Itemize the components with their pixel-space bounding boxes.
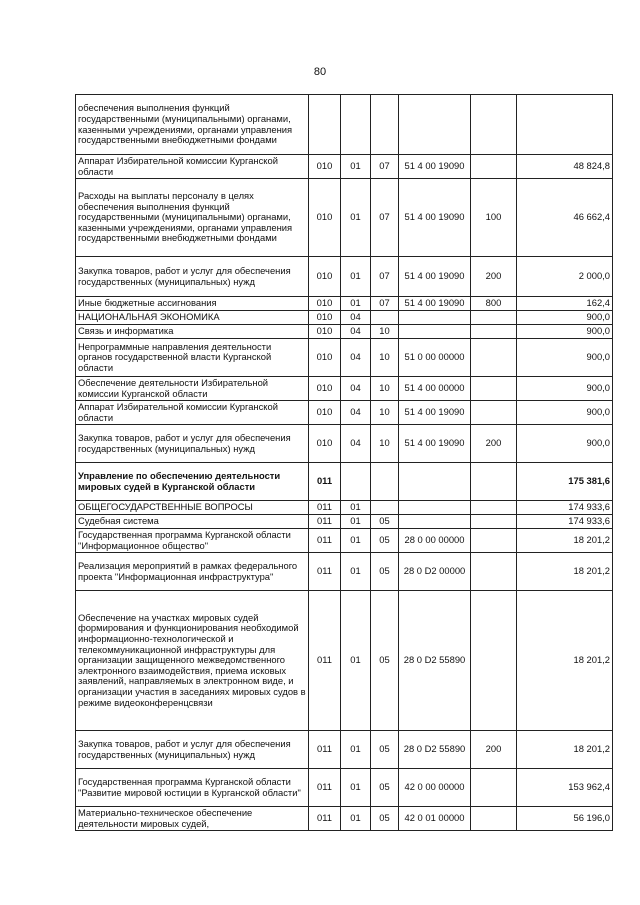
row-expense-type-code: 200 [471, 425, 517, 463]
row-ved-code: 011 [309, 501, 341, 515]
row-subsection-code [371, 501, 399, 515]
row-name: НАЦИОНАЛЬНАЯ ЭКОНОМИКА [76, 311, 309, 325]
row-name: Расходы на выплаты персоналу в целях обеспечения выполнения функций государственными (муниципальными) органами, казенными учреждениями, органами управления государственными внебюджетными фондами [76, 179, 309, 257]
page-number: 80 [313, 66, 327, 78]
row-expense-type-code [471, 515, 517, 529]
row-expense-type-code: 800 [471, 297, 517, 311]
row-name: Обеспечение на участках мировых судей формирования и функционирования необходимой информационно-технологической и телекоммуникационной инфраструктуры для организации защищенного межведомственного электронного взаимодействия, приема исковых заявлений, направляемых в электронном виде, и организации участия в заседаниях мировых судов в режиме видеоконференцсвязи [76, 591, 309, 731]
row-subsection-code: 10 [371, 377, 399, 401]
row-name: обеспечения выполнения функций государственными (муниципальными) органами, казенными учреждениями, органами управления государственными внебюджетными фондами [76, 95, 309, 155]
row-subsection-code: 10 [371, 325, 399, 339]
row-name: Аппарат Избирательной комиссии Курганской области [76, 401, 309, 425]
table-row [76, 591, 613, 731]
row-amount: 18 201,2 [517, 591, 613, 731]
row-section-code [341, 463, 371, 501]
row-amount: 2 000,0 [517, 257, 613, 297]
row-expense-type-code [471, 529, 517, 553]
row-ved-code: 010 [309, 377, 341, 401]
row-ved-code: 010 [309, 311, 341, 325]
row-expense-type-code [471, 501, 517, 515]
row-ved-code: 011 [309, 515, 341, 529]
row-target-article-code [399, 95, 471, 155]
row-amount: 900,0 [517, 311, 613, 325]
table-row [76, 501, 613, 515]
row-name: Закупка товаров, работ и услуг для обеспечения государственных (муниципальных) нужд [76, 257, 309, 297]
row-section-code: 01 [341, 257, 371, 297]
row-name: Закупка товаров, работ и услуг для обеспечения государственных (муниципальных) нужд [76, 731, 309, 769]
table-row [76, 325, 613, 339]
row-expense-type-code: 100 [471, 179, 517, 257]
row-target-article-code: 28 0 D2 55890 [399, 591, 471, 731]
row-amount: 900,0 [517, 325, 613, 339]
table-row [76, 463, 613, 501]
row-section-code: 04 [341, 311, 371, 325]
table-row [76, 807, 613, 831]
row-amount: 56 196,0 [517, 807, 613, 831]
row-name: Судебная система [76, 515, 309, 529]
row-target-article-code: 51 4 00 19090 [399, 297, 471, 311]
row-name: Реализация мероприятий в рамках федерального проекта "Информационная инфраструктура" [76, 553, 309, 591]
row-section-code: 01 [341, 179, 371, 257]
row-amount: 175 381,6 [517, 463, 613, 501]
row-name: Государственная программа Курганской области "Информационное общество" [76, 529, 309, 553]
row-ved-code [309, 95, 341, 155]
row-target-article-code [399, 311, 471, 325]
row-name: Закупка товаров, работ и услуг для обеспечения государственных (муниципальных) нужд [76, 425, 309, 463]
row-expense-type-code [471, 155, 517, 179]
row-ved-code: 010 [309, 297, 341, 311]
table-row [76, 297, 613, 311]
row-subsection-code: 07 [371, 297, 399, 311]
row-section-code: 04 [341, 377, 371, 401]
row-amount: 18 201,2 [517, 529, 613, 553]
row-ved-code: 010 [309, 425, 341, 463]
row-subsection-code [371, 311, 399, 325]
row-ved-code: 010 [309, 339, 341, 377]
row-subsection-code: 10 [371, 401, 399, 425]
row-section-code: 01 [341, 529, 371, 553]
row-name: Управление по обеспечению деятельности мировых судей в Курганской области [76, 463, 309, 501]
row-target-article-code: 51 4 00 19090 [399, 257, 471, 297]
table-row [76, 311, 613, 325]
row-ved-code: 011 [309, 769, 341, 807]
row-ved-code: 010 [309, 155, 341, 179]
row-expense-type-code [471, 339, 517, 377]
row-target-article-code: 28 0 00 00000 [399, 529, 471, 553]
row-amount: 900,0 [517, 377, 613, 401]
row-subsection-code: 05 [371, 731, 399, 769]
row-section-code: 01 [341, 515, 371, 529]
row-subsection-code: 05 [371, 807, 399, 831]
row-expense-type-code [471, 377, 517, 401]
table-row [76, 769, 613, 807]
row-name: Аппарат Избирательной комиссии Курганской области [76, 155, 309, 179]
row-amount: 48 824,8 [517, 155, 613, 179]
row-expense-type-code [471, 95, 517, 155]
row-target-article-code: 28 0 D2 00000 [399, 553, 471, 591]
budget-table [75, 94, 613, 831]
row-target-article-code [399, 501, 471, 515]
table-row [76, 377, 613, 401]
row-target-article-code: 51 4 00 00000 [399, 377, 471, 401]
row-subsection-code: 05 [371, 769, 399, 807]
row-ved-code: 010 [309, 257, 341, 297]
row-section-code: 04 [341, 339, 371, 377]
row-target-article-code: 28 0 D2 55890 [399, 731, 471, 769]
row-target-article-code: 42 0 00 00000 [399, 769, 471, 807]
row-section-code: 04 [341, 325, 371, 339]
row-section-code: 01 [341, 553, 371, 591]
row-section-code: 01 [341, 591, 371, 731]
row-target-article-code: 51 4 00 19090 [399, 401, 471, 425]
row-section-code: 04 [341, 425, 371, 463]
row-amount: 153 962,4 [517, 769, 613, 807]
row-target-article-code: 51 4 00 19090 [399, 425, 471, 463]
row-section-code: 01 [341, 807, 371, 831]
row-name: Обеспечение деятельности Избирательной комиссии Курганской области [76, 377, 309, 401]
table-row [76, 339, 613, 377]
row-section-code: 04 [341, 401, 371, 425]
row-amount: 18 201,2 [517, 731, 613, 769]
table-row [76, 95, 613, 155]
row-subsection-code: 07 [371, 179, 399, 257]
row-amount: 18 201,2 [517, 553, 613, 591]
row-target-article-code [399, 515, 471, 529]
row-subsection-code: 07 [371, 155, 399, 179]
row-ved-code: 010 [309, 401, 341, 425]
row-amount: 174 933,6 [517, 501, 613, 515]
row-ved-code: 011 [309, 553, 341, 591]
row-name: Государственная программа Курганской области "Развитие мировой юстиции в Курганской области" [76, 769, 309, 807]
row-ved-code: 011 [309, 807, 341, 831]
row-target-article-code: 51 4 00 19090 [399, 155, 471, 179]
row-expense-type-code [471, 325, 517, 339]
row-ved-code: 011 [309, 529, 341, 553]
table-row [76, 257, 613, 297]
row-amount: 900,0 [517, 339, 613, 377]
row-subsection-code: 07 [371, 257, 399, 297]
table-row [76, 553, 613, 591]
row-section-code: 01 [341, 731, 371, 769]
row-expense-type-code [471, 311, 517, 325]
table-row [76, 529, 613, 553]
row-expense-type-code: 200 [471, 731, 517, 769]
table-row [76, 515, 613, 529]
row-target-article-code: 51 4 00 19090 [399, 179, 471, 257]
row-expense-type-code [471, 591, 517, 731]
table-row [76, 401, 613, 425]
row-expense-type-code [471, 769, 517, 807]
table-row [76, 731, 613, 769]
row-subsection-code: 05 [371, 553, 399, 591]
row-expense-type-code [471, 807, 517, 831]
row-name: Связь и информатика [76, 325, 309, 339]
row-subsection-code: 05 [371, 529, 399, 553]
row-expense-type-code [471, 401, 517, 425]
row-amount: 46 662,4 [517, 179, 613, 257]
row-section-code [341, 95, 371, 155]
row-ved-code: 011 [309, 591, 341, 731]
table-row [76, 425, 613, 463]
row-subsection-code: 10 [371, 339, 399, 377]
row-amount [517, 95, 613, 155]
row-target-article-code [399, 325, 471, 339]
row-amount: 174 933,6 [517, 515, 613, 529]
table-row [76, 179, 613, 257]
row-subsection-code [371, 95, 399, 155]
row-ved-code: 010 [309, 325, 341, 339]
row-amount: 900,0 [517, 401, 613, 425]
row-subsection-code [371, 463, 399, 501]
row-section-code: 01 [341, 769, 371, 807]
row-section-code: 01 [341, 297, 371, 311]
row-name: Непрограммные направления деятельности органов государственной власти Курганской области [76, 339, 309, 377]
row-section-code: 01 [341, 501, 371, 515]
row-ved-code: 011 [309, 731, 341, 769]
row-ved-code: 011 [309, 463, 341, 501]
row-target-article-code: 51 0 00 00000 [399, 339, 471, 377]
row-name: Иные бюджетные ассигнования [76, 297, 309, 311]
row-expense-type-code [471, 463, 517, 501]
row-target-article-code [399, 463, 471, 501]
row-name: Материально-техническое обеспечение деятельности мировых судей, [76, 807, 309, 831]
table-row [76, 155, 613, 179]
row-name: ОБЩЕГОСУДАРСТВЕННЫЕ ВОПРОСЫ [76, 501, 309, 515]
row-subsection-code: 05 [371, 515, 399, 529]
row-subsection-code: 10 [371, 425, 399, 463]
row-ved-code: 010 [309, 179, 341, 257]
row-subsection-code: 05 [371, 591, 399, 731]
row-amount: 900,0 [517, 425, 613, 463]
row-target-article-code: 42 0 01 00000 [399, 807, 471, 831]
row-expense-type-code: 200 [471, 257, 517, 297]
row-amount: 162,4 [517, 297, 613, 311]
row-expense-type-code [471, 553, 517, 591]
row-section-code: 01 [341, 155, 371, 179]
